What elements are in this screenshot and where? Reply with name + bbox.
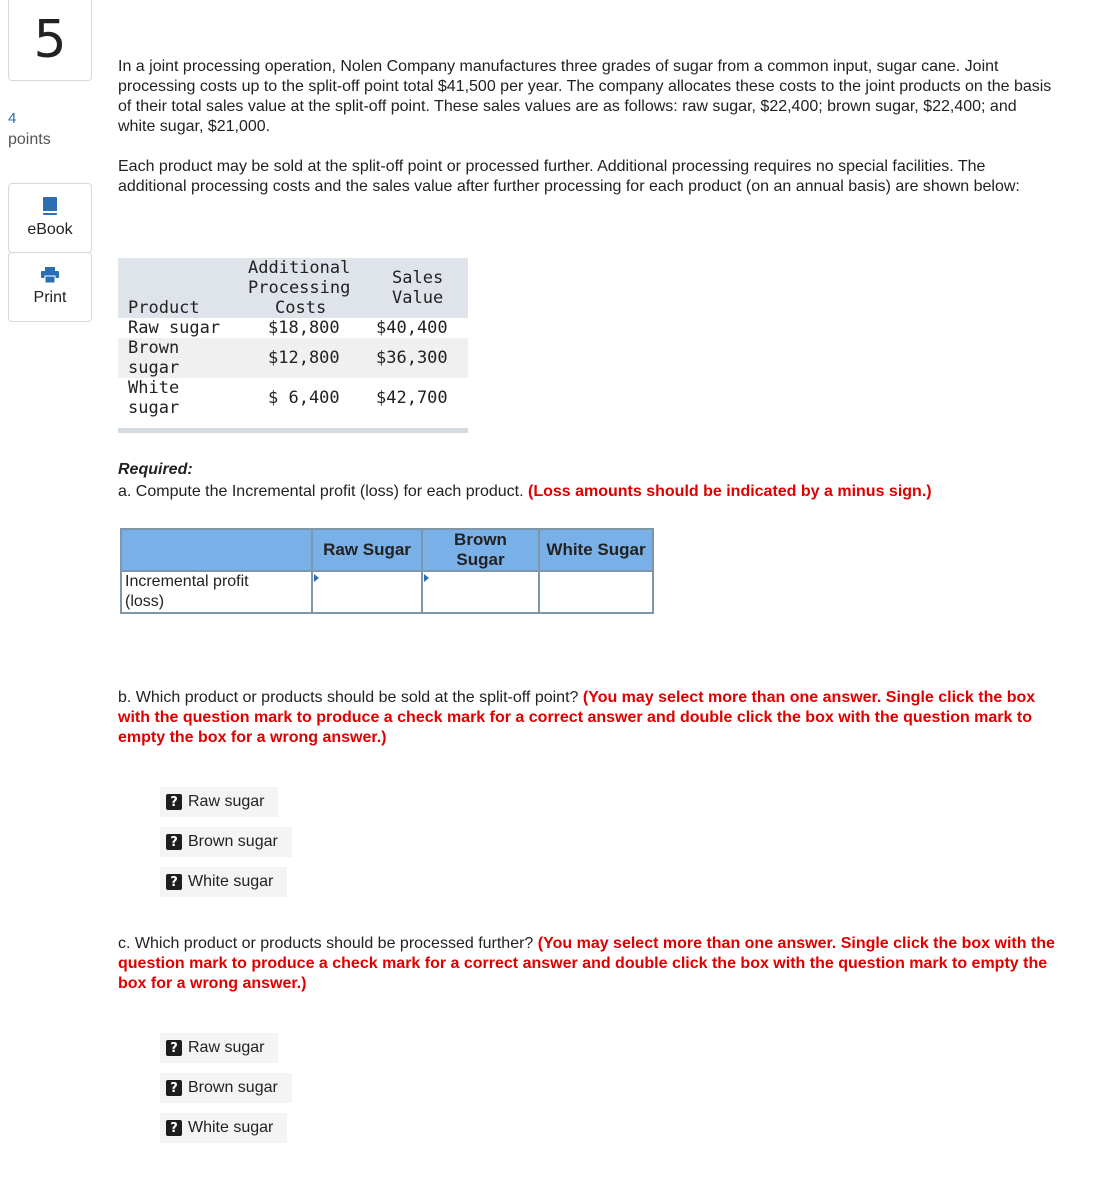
row-brown-product-l1: Brown (128, 338, 180, 358)
ebook-label: eBook (27, 221, 73, 238)
points-label: points (8, 131, 51, 148)
c-option-raw-label: Raw sugar (188, 1039, 265, 1056)
answer-header-blank (121, 529, 312, 571)
b-option-white-label: White sugar (188, 873, 274, 890)
c-option-brown-label: Brown sugar (188, 1079, 278, 1096)
header-cost-line3: Costs (275, 298, 327, 318)
b-option-raw[interactable] (160, 787, 278, 817)
question-box-icon[interactable]: ? (166, 1080, 182, 1096)
book-icon (43, 197, 57, 215)
row-label-l2: (loss) (125, 593, 165, 610)
cell-marker-icon (314, 574, 319, 582)
data-table (118, 258, 468, 433)
b-option-raw-label: Raw sugar (188, 793, 265, 810)
b-option-brown[interactable] (160, 827, 292, 857)
intro-paragraph-1: In a joint processing operation, Nolen Company manufactures three grades of sugar from a common input, sugar cane. Joint processing costs up to the split-off point total $41,500 per year. The company allocates these costs to the joint products on the basis of their total sales value at the split-off point. These sales values are as follows: raw sugar, $22,400; brown sugar, $22,400; and white sugar, $21,000. (118, 58, 1052, 135)
question-box-icon[interactable]: ? (166, 794, 182, 810)
part-a-text: a. Compute the Incremental profit (loss) for each product. (118, 483, 524, 500)
print-button[interactable] (9, 253, 91, 321)
c-option-brown[interactable] (160, 1073, 292, 1103)
row-white-product-l1: White (128, 378, 180, 398)
header-sales-line1: Sales (392, 268, 444, 288)
points-value: 4 (8, 110, 17, 127)
row-white-product-l2: sugar (128, 398, 180, 418)
row-label-incremental (121, 571, 312, 613)
print-panel (8, 252, 92, 322)
cell-brown (422, 571, 539, 613)
part-c-question (118, 934, 1058, 994)
part-b-question (118, 688, 1058, 748)
col-header-brown-l2: Sugar (456, 550, 505, 569)
col-header-raw: Raw Sugar (312, 529, 422, 571)
header-cost-line2: Processing (248, 278, 351, 298)
header-cost-line1: Additional (248, 258, 351, 278)
question-number: 5 (8, 0, 92, 81)
header-sales-line2: Value (392, 288, 444, 308)
cell-raw (312, 571, 422, 613)
ebook-panel (8, 183, 92, 253)
row-brown-sales: $36,300 (376, 348, 448, 368)
row-brown-cost: $12,800 (268, 348, 340, 368)
row-raw-sales: $40,400 (376, 318, 448, 338)
b-option-brown-label: Brown sugar (188, 833, 278, 850)
answer-table (120, 528, 654, 614)
c-option-white[interactable] (160, 1113, 287, 1143)
part-b-note: (You may select more than one answer. Single click the box with the question mark to produce a check mark for a correct answer and double click the box with the question mark to empty the box for a wrong answer.) (118, 689, 1036, 746)
required-label: Required: (118, 461, 193, 478)
col-header-brown (422, 529, 539, 571)
part-c-note: (You may select more than one answer. Single click the box with the question mark to produce a check mark for a correct answer and double click the box with the question mark to empty the box for a wrong answer.) (118, 935, 1055, 992)
c-option-raw[interactable] (160, 1033, 278, 1063)
row-label-l1: Incremental profit (125, 573, 249, 590)
white-sugar-input[interactable] (540, 581, 652, 603)
cell-white (539, 571, 653, 613)
question-box-icon[interactable]: ? (166, 1040, 182, 1056)
row-white-cost: $ 6,400 (268, 388, 340, 408)
b-option-white[interactable] (160, 867, 287, 897)
c-option-white-label: White sugar (188, 1119, 274, 1136)
part-a-note: (Loss amounts should be indicated by a minus sign.) (527, 483, 932, 500)
brown-sugar-input[interactable] (423, 581, 538, 603)
printer-icon (41, 267, 59, 283)
col-header-white: White Sugar (539, 529, 653, 571)
question-box-icon[interactable]: ? (166, 1120, 182, 1136)
part-a-question (118, 482, 1078, 502)
row-raw-cost: $18,800 (268, 318, 340, 338)
col-header-brown-l1: Brown (454, 530, 507, 549)
question-box-icon[interactable]: ? (166, 874, 182, 890)
ebook-button[interactable] (9, 184, 91, 252)
row-brown-product-l2: sugar (128, 358, 180, 378)
part-c-text: c. Which product or products should be processed further? (118, 935, 534, 952)
cell-marker-icon (424, 574, 429, 582)
row-raw-product: Raw sugar (128, 318, 221, 338)
raw-sugar-input[interactable] (313, 581, 421, 603)
part-b-text: b. Which product or products should be sold at the split-off point? (118, 689, 579, 706)
header-product: Product (128, 298, 200, 318)
print-label: Print (33, 289, 67, 306)
intro-paragraph-2: Each product may be sold at the split-off point or processed further. Additional processing requires no special facilities. The additional processing costs and the sales value after further processing for each product (on an annual basis) are shown below: (118, 158, 1020, 195)
question-box-icon[interactable]: ? (166, 834, 182, 850)
row-white-sales: $42,700 (376, 388, 448, 408)
